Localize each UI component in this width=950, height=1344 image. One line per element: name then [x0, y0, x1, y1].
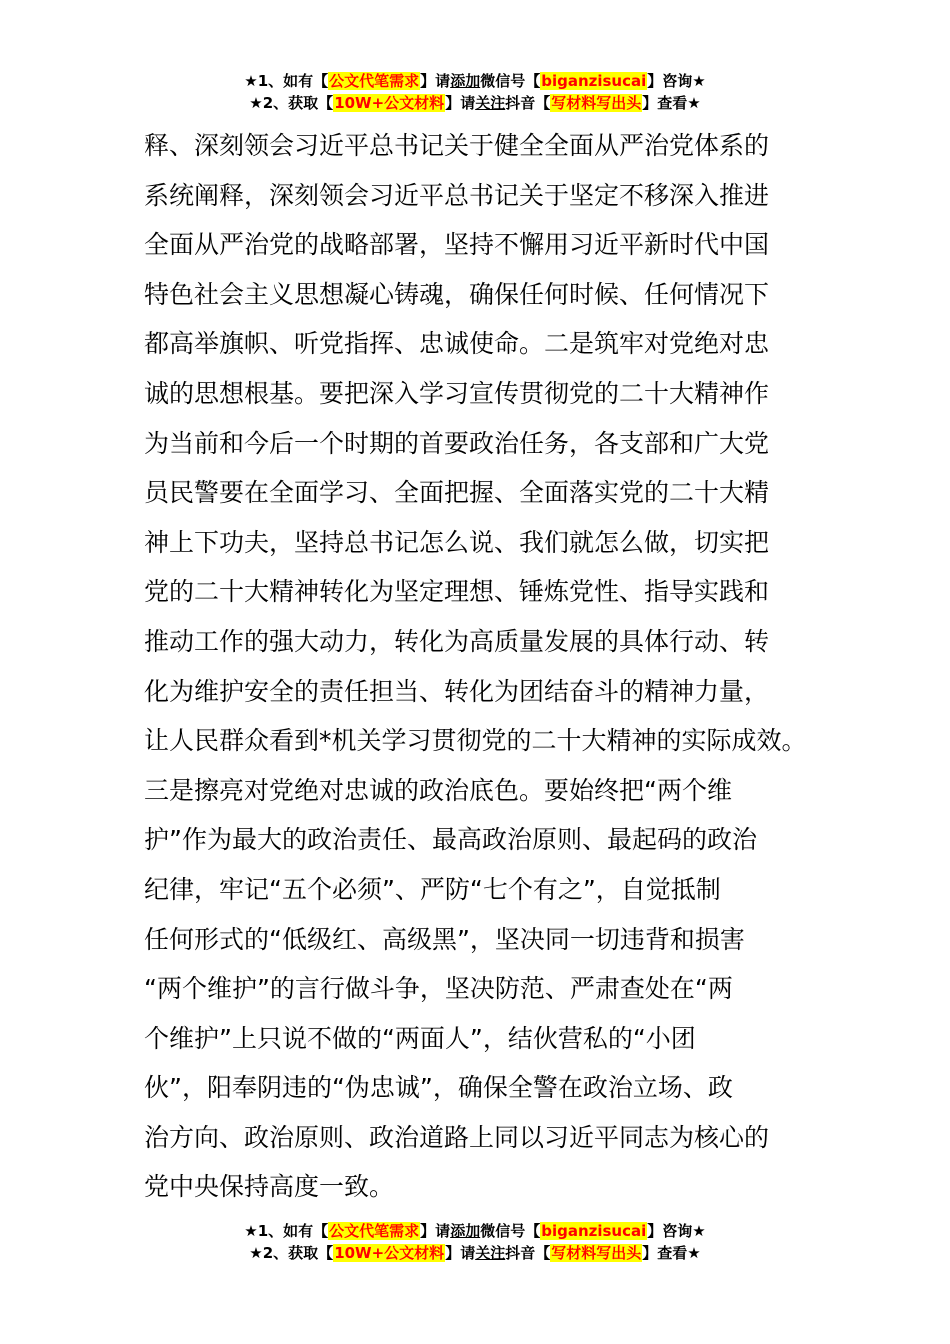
text-line: 护”作为最大的政治责任、最高政治原则、最起码的政治 [144, 825, 757, 855]
text-line: 伙”，阳奉阴违的“伪忠诚”，确保全警在政治立场、政 [144, 1073, 733, 1103]
promo-text: 】请 [445, 94, 476, 112]
promo-highlight: 10W+公文材料 [334, 94, 445, 112]
text-line: 党中央保持高度一致。 [144, 1172, 395, 1202]
promo-text: 】请 [445, 1244, 476, 1262]
text-line: 特色社会主义思想凝心铸魂，确保任何时候、任何情况下 [144, 279, 770, 309]
promo-line-2 [0, 92, 950, 114]
text-line: “两个维护”的言行做斗争，坚决防范、严肃查处在“两 [144, 974, 733, 1004]
text-line: 都高举旗帜、听党指挥、忠诚使命。二是筑牢对党绝对忠 [144, 329, 770, 359]
promo-suffix: 】咨询★ [647, 72, 706, 90]
promo-highlight: 10W+公文材料 [334, 1244, 445, 1262]
text-line: 纪律，牢记“五个必须”、严防“七个有之”，自觉抵制 [144, 874, 721, 904]
promo-wechat-id: biganzisucai [541, 72, 647, 90]
text-line: 为当前和今后一个时期的首要政治任务，各支部和广大党 [144, 428, 770, 458]
promo-text: 】请 [420, 72, 451, 90]
text-line: 党的二十大精神转化为坚定理想、锤炼党性、指导实践和 [144, 577, 770, 607]
text-line: 系统阐释，深刻领会习近平总书记关于坚定不移深入推进 [144, 180, 770, 210]
promo-line-1 [0, 1220, 950, 1242]
promo-underlined: 添加 [450, 1222, 481, 1240]
text-line: 释、深刻领会习近平总书记关于健全全面从严治党体系的 [144, 131, 770, 160]
text-line: 诚的思想根基。要把深入学习宣传贯彻党的二十大精神作 [144, 378, 770, 408]
promo-highlight: 公文代笔需求 [329, 72, 420, 90]
promo-line-2 [0, 1242, 950, 1264]
text-line: 三是擦亮对党绝对忠诚的政治底色。要始终把“两个维 [144, 775, 732, 805]
promo-suffix: 】查看★ [642, 1244, 701, 1262]
document-body [144, 121, 824, 1212]
text-line: 推动工作的强大动力，转化为高质量发展的具体行动、转 [144, 626, 770, 656]
text-line: 治方向、政治原则、政治道路上同以习近平同志为核心的 [144, 1122, 770, 1152]
promo-underlined: 关注 [475, 94, 506, 112]
promo-text: 微信号【 [480, 1222, 541, 1240]
text-line: 化为维护安全的责任担当、转化为团结奋斗的精神力量， [144, 676, 770, 706]
text-line: 个维护”上只说不做的“两面人”，结伙营私的“小团 [144, 1023, 696, 1053]
promo-prefix: ★1、如有【 [244, 1222, 329, 1240]
promo-douyin-id: 写材料写出头 [551, 94, 642, 112]
bottom-promo-banner [0, 1220, 950, 1264]
promo-suffix: 】查看★ [642, 94, 701, 112]
promo-douyin-id: 写材料写出头 [551, 1244, 642, 1262]
promo-suffix: 】咨询★ [647, 1222, 706, 1240]
promo-prefix: ★1、如有【 [244, 72, 329, 90]
promo-text: 抖音【 [505, 94, 551, 112]
promo-prefix: ★2、获取【 [249, 1244, 334, 1262]
promo-text: 】请 [420, 1222, 451, 1240]
promo-underlined: 关注 [475, 1244, 506, 1262]
text-line: 神上下功夫，坚持总书记怎么说、我们就怎么做，切实把 [144, 527, 770, 557]
promo-highlight: 公文代笔需求 [329, 1222, 420, 1240]
promo-text: 抖音【 [505, 1244, 551, 1262]
promo-wechat-id: biganzisucai [541, 1222, 647, 1240]
text-line: 全面从严治党的战略部署，坚持不懈用习近平新时代中国 [144, 230, 770, 260]
promo-line-1 [0, 70, 950, 92]
promo-underlined: 添加 [450, 72, 481, 90]
top-promo-banner [0, 70, 950, 114]
text-line: 任何形式的“低级红、高级黑”，坚决同一切违背和损害 [144, 924, 745, 954]
text-line: 员民警要在全面学习、全面把握、全面落实党的二十大精 [144, 478, 770, 508]
text-line: 让人民群众看到*机关学习贯彻党的二十大精神的实际成效。 [144, 726, 807, 756]
promo-prefix: ★2、获取【 [249, 94, 334, 112]
promo-text: 微信号【 [480, 72, 541, 90]
